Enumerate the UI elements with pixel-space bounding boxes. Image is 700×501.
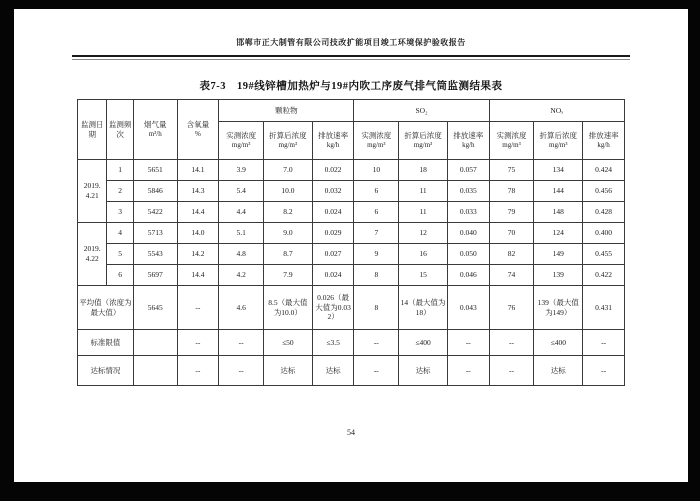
table-cell: -- [354, 356, 399, 386]
date-line2: 4.21 [85, 191, 99, 200]
subheader-nox-converted [534, 122, 583, 160]
table-cell: 达标 [399, 356, 448, 386]
group-header-pm: 颗粒物 [219, 100, 354, 122]
table-cell: 139（最大值为149） [534, 286, 583, 330]
subheader-so2-measured [354, 122, 399, 160]
table-cell: -- [583, 356, 625, 386]
table-cell: 4.4 [219, 202, 264, 223]
table-cell: 9 [354, 244, 399, 265]
table-row-limit [78, 330, 625, 356]
avg-row-label: 平均值（浓度为最大值） [78, 286, 134, 330]
table-cell: ≤400 [534, 330, 583, 356]
table-cell: -- [583, 330, 625, 356]
table-cell: 6 [354, 202, 399, 223]
table-cell: 14.4 [177, 265, 219, 286]
subheader-nox-measured [489, 122, 534, 160]
subheader-label: 实测浓度 [361, 131, 392, 141]
table-cell: 0.431 [583, 286, 625, 330]
monitoring-results-table [77, 99, 625, 386]
table-cell: 11 [399, 181, 448, 202]
table-cell: 0.428 [583, 202, 625, 223]
table-cell: ≤400 [399, 330, 448, 356]
table-cell: 8.5（最大值为10.0） [263, 286, 312, 330]
table-cell: 0.024 [312, 202, 354, 223]
table-cell: 14（最大值为18） [399, 286, 448, 330]
table-cell: 76 [489, 286, 534, 330]
date-line1: 2019. [83, 181, 101, 191]
table-cell: 124 [534, 223, 583, 244]
table-cell: 5543 [133, 244, 177, 265]
subheader-label: 折算后浓度 [269, 131, 307, 141]
table-cell: 14.3 [177, 181, 219, 202]
table-row [78, 244, 625, 265]
subheader-label: 折算后浓度 [539, 131, 578, 141]
date-line2: 4.22 [85, 254, 99, 263]
table-cell: 4.6 [219, 286, 264, 330]
table-cell: 4 [107, 223, 133, 244]
table-cell: 14.2 [177, 244, 219, 265]
subheader-unit: kg/h [597, 140, 610, 149]
flue-gas-label: 烟气量 [143, 120, 167, 130]
table-cell: 5713 [133, 223, 177, 244]
report-page [14, 9, 688, 482]
table-cell: 0.422 [583, 265, 625, 286]
table-cell: -- [219, 356, 264, 386]
table-row [78, 202, 625, 223]
subheader-unit: mg/m³ [367, 140, 386, 149]
table-cell: 达标 [534, 356, 583, 386]
table-cell: -- [177, 330, 219, 356]
date-cell [78, 223, 107, 286]
subheader-unit: mg/m³ [231, 140, 251, 149]
col-header-freq: 监测频次 [107, 100, 133, 160]
table-cell: 3 [107, 202, 133, 223]
table-cell: -- [177, 356, 219, 386]
table-cell: 0.026（最大值为0.032） [312, 286, 354, 330]
table-cell: 3.9 [219, 160, 264, 181]
subheader-unit: kg/h [462, 140, 475, 149]
table-cell: 8 [354, 286, 399, 330]
subheader-pm-converted [263, 122, 312, 160]
table-cell: 0.456 [583, 181, 625, 202]
table-cell: 15 [399, 265, 448, 286]
table-cell: 0.024 [312, 265, 354, 286]
subheader-label: 实测浓度 [496, 131, 527, 141]
table-cell: 5645 [133, 286, 177, 330]
table-cell: 8 [354, 265, 399, 286]
table-row-average [78, 286, 625, 330]
table-row [78, 181, 625, 202]
table-cell: 0.027 [312, 244, 354, 265]
table-cell: 5846 [133, 181, 177, 202]
table-cell: 78 [489, 181, 534, 202]
table-cell: 0.029 [312, 223, 354, 244]
table-cell: -- [489, 356, 534, 386]
table-cell: 4.2 [219, 265, 264, 286]
table-row-compliance [78, 356, 625, 386]
table-cell: 0.033 [447, 202, 489, 223]
subheader-label: 排放速率 [318, 131, 349, 141]
table-cell: 14.0 [177, 223, 219, 244]
table-cell: 8.2 [263, 202, 312, 223]
table-title: 表7-3 19#线锌槽加热炉与19#内吹工序废气排气筒监测结果表 [199, 81, 503, 92]
table-cell: 7 [354, 223, 399, 244]
table-cell: 82 [489, 244, 534, 265]
subheader-so2-rate [447, 122, 489, 160]
table-cell: 5422 [133, 202, 177, 223]
subheader-label: 排放速率 [453, 131, 484, 141]
table-cell: 139 [534, 265, 583, 286]
subheader-unit: mg/m³ [278, 140, 298, 149]
table-cell: 10.0 [263, 181, 312, 202]
table-cell: 0.424 [583, 160, 625, 181]
date-cell [78, 160, 107, 223]
table-cell: 5697 [133, 265, 177, 286]
table-cell: 5651 [133, 160, 177, 181]
table-cell: 0.040 [447, 223, 489, 244]
table-cell: 0.043 [447, 286, 489, 330]
table-cell: 1 [107, 160, 133, 181]
subheader-so2-converted [399, 122, 448, 160]
oxygen-label: 含氧量 [186, 120, 210, 130]
oxygen-unit: % [195, 129, 201, 138]
table-cell: 6 [354, 181, 399, 202]
table-cell: 70 [489, 223, 534, 244]
table-cell: 148 [534, 202, 583, 223]
table-cell: 16 [399, 244, 448, 265]
table-cell: 9.0 [263, 223, 312, 244]
table-cell: 0.455 [583, 244, 625, 265]
table-cell: 10 [354, 160, 399, 181]
table-cell: 14.4 [177, 202, 219, 223]
table-cell: 144 [534, 181, 583, 202]
table-cell: 12 [399, 223, 448, 244]
table-cell: -- [219, 330, 264, 356]
table-cell [133, 356, 177, 386]
subheader-unit: kg/h [326, 140, 340, 149]
table-cell: 0.057 [447, 160, 489, 181]
table-cell: 134 [534, 160, 583, 181]
table-cell: 18 [399, 160, 448, 181]
table-cell: -- [354, 330, 399, 356]
table-cell: 5.4 [219, 181, 264, 202]
table-cell: 14.1 [177, 160, 219, 181]
table-cell: 8.7 [263, 244, 312, 265]
subheader-unit: mg/m³ [549, 140, 568, 149]
table-cell: 74 [489, 265, 534, 286]
table-cell: 0.035 [447, 181, 489, 202]
table-cell: 11 [399, 202, 448, 223]
subheader-nox-rate [583, 122, 625, 160]
subheader-label: 排放速率 [588, 131, 619, 141]
table-row [78, 160, 625, 181]
table-cell: -- [447, 356, 489, 386]
table-cell: 0.046 [447, 265, 489, 286]
subheader-unit: mg/m³ [413, 140, 433, 149]
group-header-nox: NOₓ [489, 100, 624, 122]
table-cell: 79 [489, 202, 534, 223]
table-cell: -- [447, 330, 489, 356]
col-header-flue-gas [133, 100, 177, 160]
compliance-row-label: 达标情况 [78, 356, 134, 386]
table-cell: ≤3.5 [312, 330, 354, 356]
table-cell: 149 [534, 244, 583, 265]
col-header-date: 监测日期 [78, 100, 107, 160]
limit-row-label: 标准限值 [78, 330, 134, 356]
header-rule [72, 55, 630, 60]
col-header-oxygen [177, 100, 219, 160]
table-cell: 达标 [263, 356, 312, 386]
table-row [78, 223, 625, 244]
table-cell: 5.1 [219, 223, 264, 244]
subheader-pm-measured [219, 122, 264, 160]
table-cell: -- [489, 330, 534, 356]
table-cell: 0.050 [447, 244, 489, 265]
table-cell: 5 [107, 244, 133, 265]
table-row [78, 265, 625, 286]
table-cell: 0.032 [312, 181, 354, 202]
table-cell [133, 330, 177, 356]
page-header-text: 邯郸市正大制管有限公司技改扩能项目竣工环境保护验收报告 [236, 38, 466, 47]
table-cell: ≤50 [263, 330, 312, 356]
page-number: 54 [347, 428, 355, 437]
flue-gas-unit: m³/h [148, 129, 162, 138]
table-cell: 达标 [312, 356, 354, 386]
table-cell: 4.8 [219, 244, 264, 265]
table-cell: 0.022 [312, 160, 354, 181]
group-header-so2: SO₂ [354, 100, 489, 122]
subheader-pm-rate [312, 122, 354, 160]
table-cell: 7.9 [263, 265, 312, 286]
subheader-label: 折算后浓度 [404, 131, 442, 141]
subheader-unit: mg/m³ [502, 140, 521, 149]
table-cell: 6 [107, 265, 133, 286]
subheader-label: 实测浓度 [226, 131, 257, 141]
date-line1: 2019. [83, 244, 101, 254]
table-cell: 75 [489, 160, 534, 181]
table-cell: -- [177, 286, 219, 330]
table-cell: 0.400 [583, 223, 625, 244]
table-cell: 2 [107, 181, 133, 202]
table-cell: 7.0 [263, 160, 312, 181]
